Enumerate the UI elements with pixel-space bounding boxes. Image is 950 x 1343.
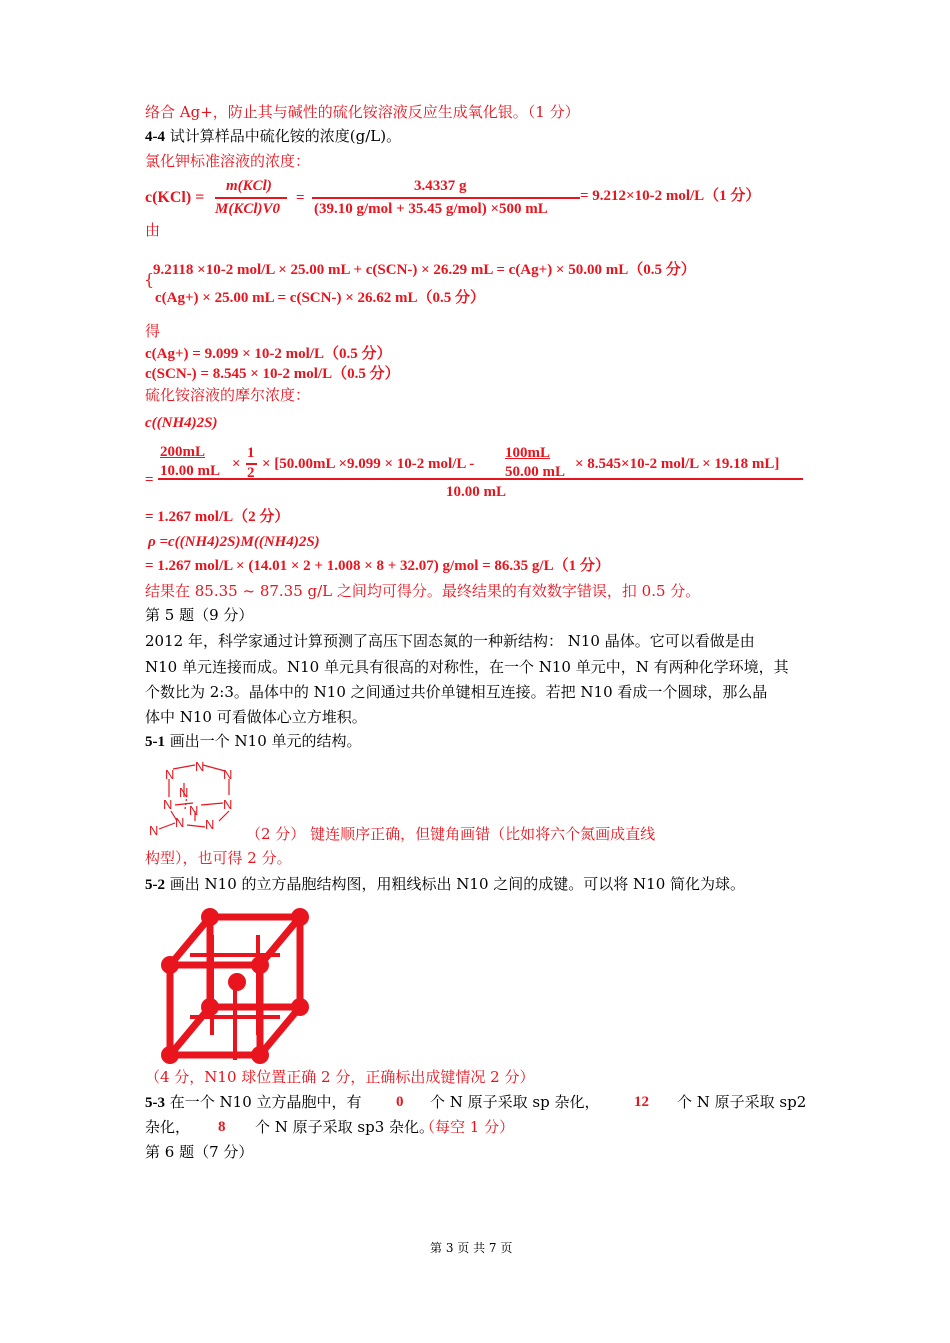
molar-heading: 硫化铵溶液的摩尔浓度： xyxy=(145,386,311,404)
page-footer: 第 3 页 共 7 页 xyxy=(430,1241,513,1255)
question-5-1: 5-1 画出一个 N10 单元的结构。 xyxy=(145,732,362,750)
n-atom: N xyxy=(195,759,205,774)
n10-structure-diagram xyxy=(145,757,245,837)
fraction-one: 1 xyxy=(247,445,255,461)
fraction-two: 2 xyxy=(247,465,255,481)
n-atom: N xyxy=(165,767,175,782)
fraction-100ml: 100mL xyxy=(505,445,550,461)
answer-sp3-count: 8 xyxy=(218,1119,226,1135)
answer-line-ag: 络合 Ag+，防止其与碱性的硫化铵溶液反应生成氧化银。（1 分） xyxy=(145,103,580,121)
question-5-3: 5-3 在一个 N10 立方晶胞中，有 xyxy=(145,1093,362,1111)
n-atom: N xyxy=(223,767,233,782)
q51-score-cont: 构型），也可得 2 分。 xyxy=(145,849,292,867)
kcl-heading: 氯化钾标准溶液的浓度： xyxy=(145,152,311,170)
answer-sp2-count: 12 xyxy=(634,1094,649,1110)
q53-text-b: 个 N 原子采取 sp 杂化， xyxy=(430,1093,600,1111)
n-atom: N xyxy=(189,803,199,818)
q53-score: （每空 1 分） xyxy=(420,1118,515,1136)
bracket-tail: × 8.545×10-2 mol/L × 19.18 mL] xyxy=(575,456,780,472)
equation-1: 9.2118 ×10-2 mol/L × 25.00 mL + c(SCN-) × 26.29 mL = c(Ag+) × 50.00 mL（0.5 分） xyxy=(153,262,696,278)
q51-score: （2 分） 键连顺序正确，但键角画错（比如将六个氮画成直线 xyxy=(246,825,656,843)
range-line: 结果在 85.35 ~ 87.35 g/L 之间均可得分。最终结果的有效数字错误，扣 0.5 分。 xyxy=(145,582,701,600)
equation-2: c(Ag+) × 25.00 mL = c(SCN-) × 26.62 mL（0.5 分） xyxy=(155,290,485,306)
de-label: 得 xyxy=(145,322,161,340)
ckcl-denominator-2: (39.10 g/mol + 35.45 g/mol) ×500 mL xyxy=(314,201,548,217)
result-scn: c(SCN-) = 8.545 × 10-2 mol/L（0.5 分） xyxy=(145,366,400,382)
q5-paragraph-3: 个数比为 2:3。晶体中的 N10 之间通过共价单键相互连接。若把 N10 看成一个圆球，那么晶 xyxy=(145,683,768,701)
q53-text-d: 杂化， xyxy=(145,1118,191,1136)
fraction-50ml: 50.00 mL xyxy=(505,464,565,480)
n-atom: N xyxy=(163,797,173,812)
you-label: 由 xyxy=(145,221,161,239)
bracket-term: × [50.00mL ×9.099 × 10-2 mol/L - xyxy=(262,456,475,472)
fraction-200ml: 200mL xyxy=(160,444,205,460)
rho-calculation: = 1.267 mol/L × (14.01 × 2 + 1.008 × 8 + 32.07) g/mol = 86.35 g/L（1 分） xyxy=(145,558,610,574)
q6-title: 第 6 题（7 分） xyxy=(145,1143,254,1161)
n-atom: N xyxy=(175,815,185,830)
equation-brace: { xyxy=(144,270,155,289)
fraction-10ml-a: 10.00 mL xyxy=(160,463,220,479)
fraction-10ml-b: 10.00 mL xyxy=(446,484,506,500)
ckcl-lhs: c(KCl) = xyxy=(145,189,205,206)
q53-text-e: 个 N 原子采取 sp3 杂化。 xyxy=(255,1118,435,1136)
c-nh4-2s: c((NH4)2S) xyxy=(145,415,218,431)
rho-line: ρ =c((NH4)2S)M((NH4)2S) xyxy=(148,534,320,550)
n-atom: N xyxy=(223,797,233,812)
n-atom: N xyxy=(149,823,159,838)
question-4-4: 4-4 试计算样品中硫化铵的浓度(g/L)。 xyxy=(145,127,402,145)
q5-title: 第 5 题（9 分） xyxy=(145,606,254,624)
bcc-unit-cell-diagram xyxy=(150,905,360,1065)
result-1267: = 1.267 mol/L（2 分） xyxy=(145,509,290,525)
ckcl-equals: = xyxy=(296,190,305,206)
main-fraction-bar xyxy=(158,478,803,480)
q5-paragraph-1: 2012 年，科学家通过计算预测了高压下固态氮的一种新结构： N10 晶体。它可以看做是由 xyxy=(145,632,755,650)
ckcl-denominator-1: M(KCl)V0 xyxy=(215,201,281,217)
times-sign: × xyxy=(232,456,241,472)
ckcl-result: = 9.212×10-2 mol/L（1 分） xyxy=(580,188,761,204)
ckcl-numerator-2: 3.4337 g xyxy=(414,178,467,194)
q52-score: （4 分，N10 球位置正确 2 分，正确标出成键情况 2 分） xyxy=(145,1068,535,1086)
ckcl-numerator-1: m(KCl) xyxy=(226,178,272,194)
q5-paragraph-4: 体中 N10 可看做体心立方堆积。 xyxy=(145,708,367,726)
question-5-2: 5-2 画出 N10 的立方晶胞结构图，用粗线标出 N10 之间的成键。可以将 N10 简化为球。 xyxy=(145,875,746,893)
n-atom: N xyxy=(205,817,215,832)
q53-text-c: 个 N 原子采取 sp2 xyxy=(677,1093,807,1111)
n-atom: N xyxy=(179,785,189,800)
q5-paragraph-2: N10 单元连接而成。N10 单元具有很高的对称性，在一个 N10 单元中，N 有两种化学环境，其 xyxy=(145,658,789,676)
answer-sp-count: 0 xyxy=(396,1094,404,1110)
result-ag: c(Ag+) = 9.099 × 10-2 mol/L（0.5 分） xyxy=(145,346,392,362)
big-fraction-equals: = xyxy=(145,472,154,488)
